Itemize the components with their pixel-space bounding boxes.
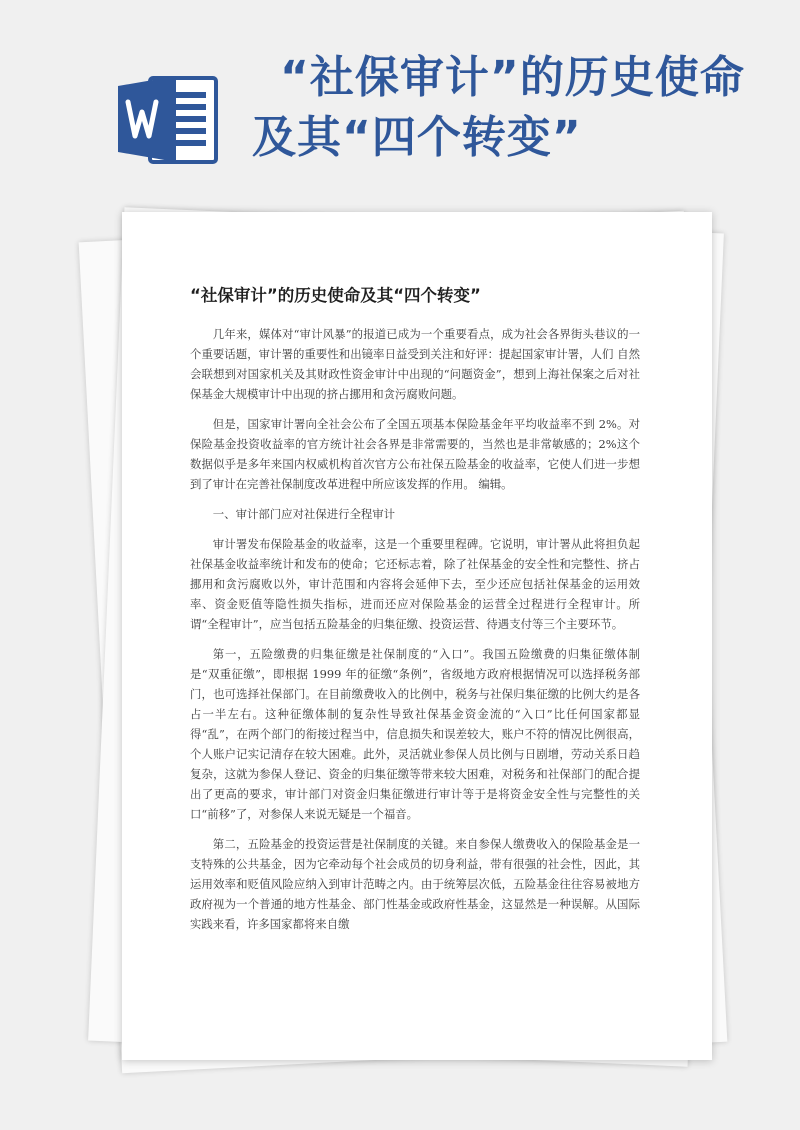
paragraph: 几年来，媒体对“审计风暴”的报道已成为一个重要看点，成为社会各界街头巷议的一个重要话题，审计署的重要性和出镜率日益受到关注和好评：提起国家审计署，人们 自然 会联想到对国家机关及其财政性资金审计中出现的“问题资金”，想到上海社保案之后对社保基金大规模审计中出现的挤占挪用和贪污腐败问题。 bbox=[190, 327, 640, 401]
paragraph: 但是，国家审计署向全社会公布了全国五项基本保险基金年平均收益率不到 2%。对保险基金投资收益率的官方统计社会各界是非常需要的，当然也是非常敏感的；2%这个数据似乎是多年来国内权威机构首次官方公布社保五险基金的收益率，它使人们进一步想到了审计在完善社保制度改革进程中所应该发挥的作用。 编辑。 bbox=[190, 417, 640, 491]
header-banner bbox=[0, 0, 800, 200]
paragraph: 第一，五险缴费的归集征缴是社保制度的“入口”。我国五险缴费的归集征缴体制是“双重征缴”，即根据 1999 年的征缴“条例”，省级地方政府根据情况可以选择税务部门，也可选择社保部门。在目前缴费收入的比例中，税务与社保归集征缴的比例大约是各占一半左右。这种征缴体制的复杂性导致社保基金资金流的“入口”比任何国家都显得“乱”，在两个部门的衔接过程当中，信息损失和误差较大，账户不符的情况比例很高，个人账户记实记清存在较大困难。此外，灵活就业参保人员比例与日剧增，劳动关系日趋复杂，这就为参保人登记、资金的归集征缴等带来较大困难，对税务和社保部门的配合提出了更高的要求，审计部门对资金归集征缴进行审计等于是将资金安全性与完整性的关口“前移”了，对参保人来说无疑是一个福音。 bbox=[190, 647, 640, 821]
section-heading: 一、审计部门应对社保进行全程审计 bbox=[212, 507, 396, 521]
document-title: “社保审计”的历史使命及其“四个转变” bbox=[190, 286, 481, 305]
banner-title: “社保审计”的历史使命及其“四个转变” bbox=[252, 52, 745, 163]
paragraph: 第二，五险基金的投资运营是社保制度的关键。来自参保人缴费收入的保险基金是一支特殊的公共基金，因为它牵动每个社会成员的切身利益，带有很强的社会性，因此，其运用效率和贬值风险应纳入到审计范畴之内。由于统筹层次低，五险基金往往容易被地方政府视为一个普通的地方性基金、部门性基金或政府性基金，这显然是一种误解。从国际实践来看，许多国家都将来自缴 bbox=[190, 837, 640, 931]
document-body bbox=[190, 324, 640, 944]
paragraph: 审计署发布保险基金的收益率，这是一个重要里程碑。它说明，审计署从此将担负起社保基金收益率统计和发布的使命；它还标志着，除了社保基金的安全性和完整性、挤占挪用和贪污腐败以外，审计范围和内容将会延伸下去，至少还应包括社保基金的运用效率、资金贬值等隐性损失指标，进而还应对保险基金的运营全过程进行全程审计。所谓“全程审计”，应当包括五险基金的归集征缴、投资运营、待遇支付等三个主要环节。 bbox=[190, 537, 640, 631]
document-page bbox=[122, 212, 712, 1060]
word-doc-icon bbox=[116, 72, 220, 166]
